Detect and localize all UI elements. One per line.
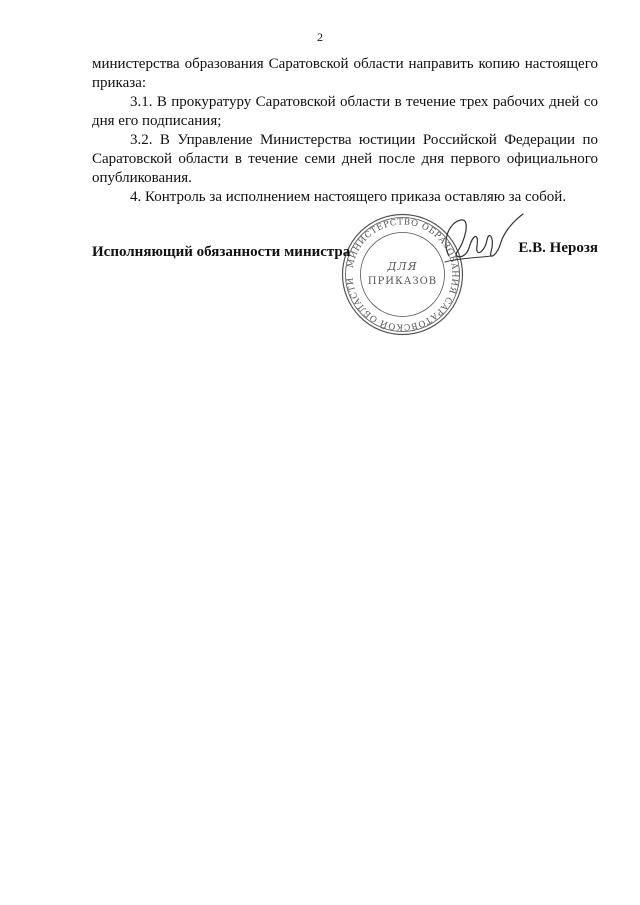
signature-stroke — [446, 214, 523, 257]
signature-underline — [445, 256, 491, 262]
paragraph-item-3-1: 3.1. В прокуратуру Саратовской области в течение трех рабочих дней со дня его подписания; — [92, 94, 598, 129]
handwritten-signature — [435, 212, 525, 272]
stamp-center-ring — [361, 233, 445, 317]
signatory-name: Е.В. Нерозя — [518, 240, 598, 256]
stamp-ring-text: МИНИСТЕРСТВО ОБРАЗОВАНИЯ САРАТОВСКОЙ ОБЛАСТИ — [345, 217, 460, 332]
signatory-title: Исполняющий обязанности министра — [92, 244, 351, 260]
stamp-center-text-1: ДЛЯ — [387, 260, 418, 273]
stamp-center-text-2: ПРИКАЗОВ — [367, 276, 438, 287]
page-number: 2 — [317, 30, 323, 44]
paragraph-item-4: 4. Контроль за исполнением настоящего приказа оставляю за собой. — [130, 189, 567, 205]
paragraph-continuation: министерства образования Саратовской области направить копию настоящего приказа: — [92, 56, 598, 91]
paragraph-item-3-2: 3.2. В Управление Министерства юстиции Российской Федерации по Саратовской области в течение семи дней после дня первого официального опубликования. — [92, 132, 598, 186]
document-body — [92, 55, 598, 207]
